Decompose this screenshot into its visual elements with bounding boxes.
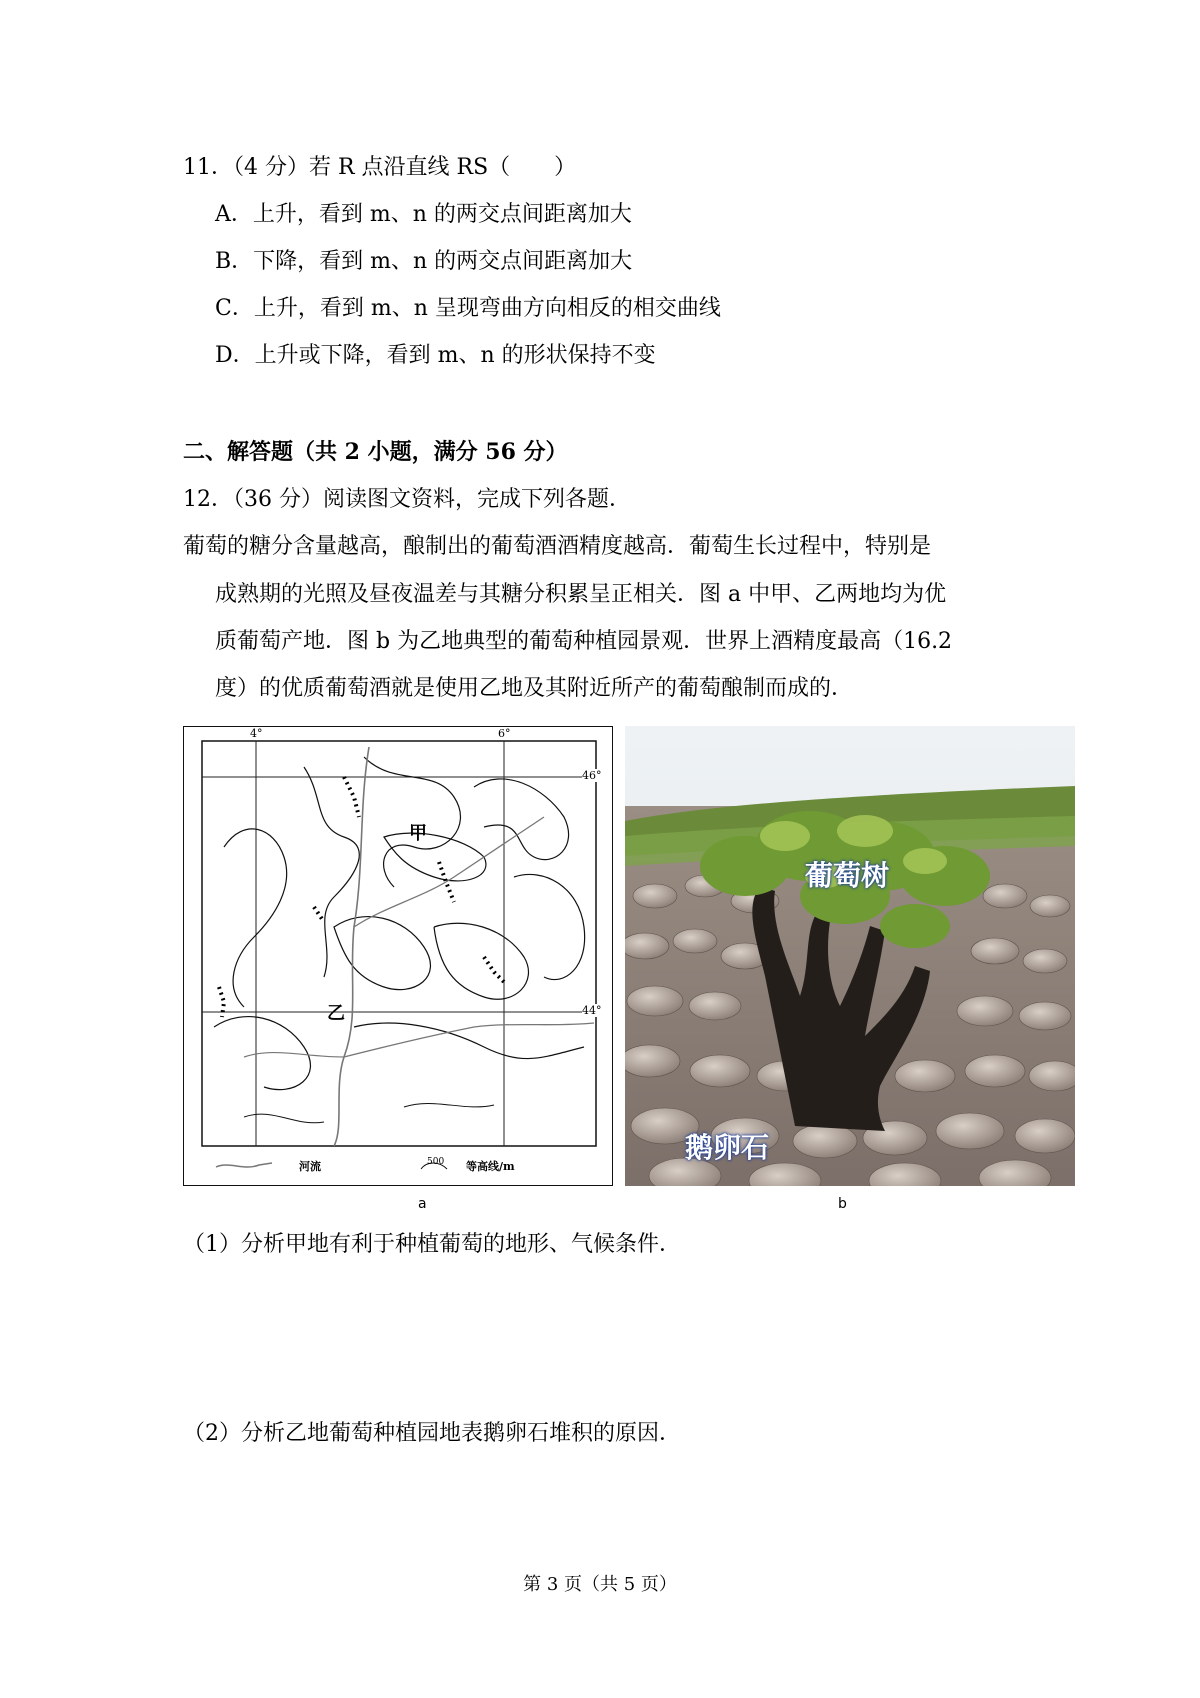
q12-stem: 12．（36 分）阅读图文资料，完成下列各题． bbox=[183, 487, 631, 512]
place-label-jia: 甲 bbox=[409, 823, 427, 844]
q12-subquestion-1: （1）分析甲地有利于种植葡萄的地形、气候条件． bbox=[183, 1232, 681, 1257]
figure-b-photo bbox=[625, 726, 1075, 1186]
map-drawing bbox=[184, 727, 611, 1184]
q12-passage-line: 质葡萄产地．图 b 为乙地典型的葡萄种植园景观．世界上酒精度最高（16.2 bbox=[215, 629, 953, 654]
q11-option-a: A．上升，看到 m、n 的两交点间距离加大 bbox=[215, 202, 632, 227]
river-legend-icon bbox=[214, 1159, 274, 1173]
q11-option-d: D．上升或下降，看到 m、n 的形状保持不变 bbox=[215, 343, 656, 368]
page-footer: 第 3 页（共 5 页） bbox=[523, 1574, 677, 1595]
longitude-label: 6° bbox=[498, 727, 511, 740]
section-heading: 二、解答题（共 2 小题，满分 56 分） bbox=[183, 439, 568, 465]
q11-option-c: C．上升，看到 m、n 呈现弯曲方向相反的相交曲线 bbox=[215, 296, 721, 321]
q12-passage-line: 成熟期的光照及昼夜温差与其糖分积累呈正相关．图 a 中甲、乙两地均为优 bbox=[215, 582, 947, 607]
photo-label-pebble: 鹅卵石 bbox=[685, 1131, 770, 1164]
figure-a-caption: a bbox=[418, 1196, 427, 1212]
latitude-label: 44° bbox=[582, 1004, 602, 1017]
latitude-label: 46° bbox=[582, 769, 602, 782]
legend-river-label: 河流 bbox=[299, 1160, 321, 1173]
map-legend bbox=[204, 1155, 594, 1177]
q12-passage-line: 度）的优质葡萄酒就是使用乙地及其附近所产的葡萄酿制而成的． bbox=[215, 676, 854, 701]
photo-label-vine: 葡萄树 bbox=[805, 859, 890, 892]
q12-passage-line: 葡萄的糖分含量越高，酿制出的葡萄酒酒精度越高．葡萄生长过程中，特别是 bbox=[183, 534, 932, 559]
longitude-label: 4° bbox=[250, 727, 263, 740]
place-label-yi: 乙 bbox=[327, 1003, 345, 1024]
vineyard-photo bbox=[625, 726, 1075, 1186]
q11-stem: 11．（4 分）若 R 点沿直线 RS（ ） bbox=[183, 155, 577, 180]
legend-contour-value: 500 bbox=[427, 1157, 445, 1167]
q12-subquestion-2: （2）分析乙地葡萄种植园地表鹅卵石堆积的原因． bbox=[183, 1421, 681, 1446]
q11-option-b: B．下降，看到 m、n 的两交点间距离加大 bbox=[215, 249, 633, 274]
legend-contour-label: 等高线/m bbox=[466, 1160, 515, 1173]
figure-b-caption: b bbox=[838, 1196, 847, 1212]
figure-a-map bbox=[183, 726, 613, 1186]
